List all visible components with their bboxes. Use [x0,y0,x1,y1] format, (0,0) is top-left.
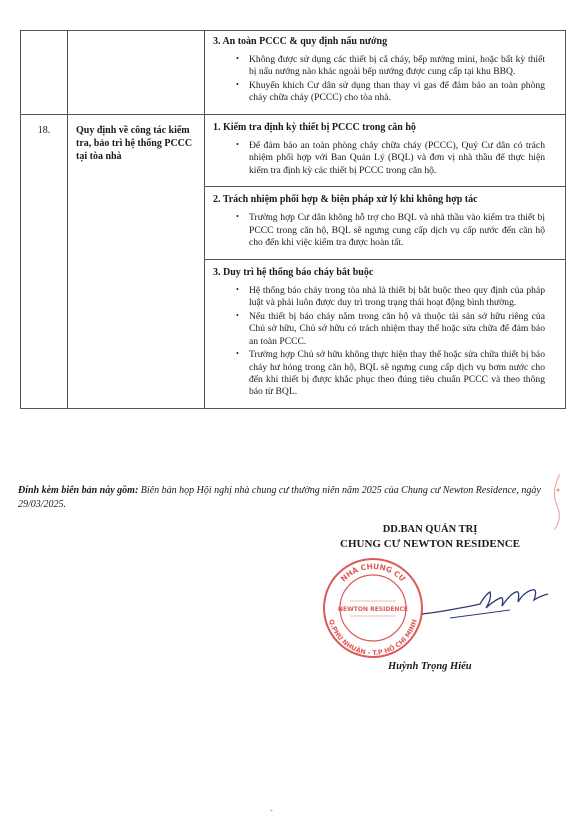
signature-organization: CHUNG CƯ NEWTON RESIDENCE [340,538,520,550]
row-title: Quy định về công tác kiểm tra, bảo trì hệ thống PCCC tại tòa nhà [68,114,205,408]
list-item: • Để đảm bảo an toàn phòng cháy chữa cháy (PCCC), Quý Cư dân có trách nhiệm phối hợp với Ban Quản Lý (BQL) và đơn vị nhà thầu để thực hiện kiểm tra định kỳ các thiết bị PCCC trong căn hộ. [236,139,545,176]
section [205,115,565,186]
bullet-icon: • [236,310,239,320]
bullet-icon: • [236,349,239,359]
row-number-cell [21,31,68,115]
bullet-list [205,212,565,258]
bullet-icon: • [236,54,239,63]
section-title: 3. Duy trì hệ thống báo cháy bắt buộc [213,266,374,278]
list-item: • Trường hợp Chủ sở hữu không thực hiện thay thế hoặc sửa chữa thiết bị báo cháy hư hỏng trong căn hộ, BQL sẽ ngưng cung cấp dịch vụ bơm nước cho đến khi thiết bị được khắc phục theo đúng tiêu chuẩn PCCC và theo thông báo từ BQL. [236,349,545,398]
section [205,31,565,114]
section-title: 3. An toàn PCCC & quy định nấu nướng [213,36,388,47]
bullet-list [205,285,565,408]
attachment-note [18,484,558,511]
section-title: 1. Kiểm tra định kỳ thiết bị PCCC trong căn hộ [213,121,416,133]
table-row [21,114,566,408]
bullet-icon: • [236,284,239,294]
bullet-icon: • [236,139,239,149]
bullet-list [205,54,565,114]
bullet-list [205,140,565,186]
section-title: 2. Trách nhiệm phối hợp & biện pháp xử lý khi không hợp tác [213,194,478,206]
stamp-center-text: NEWTON RESIDENCE [338,606,408,613]
svg-text:Q.PHÚ NHUẬN - T.P HỒ CHÍ MINH [327,618,419,657]
bullet-icon: • [236,212,239,222]
signature-role: DD.BAN QUẢN TRỊ [382,524,478,535]
list-item: • Nếu thiết bị báo cháy nằm trong căn hộ và thuộc tài sản sở hữu riêng của Chủ sở hữu, Chủ sở hữu có trách nhiệm thay thế hoặc sửa chữa để đảm bảo an toàn PCCC. [236,310,545,347]
stamp-top-text: NHÀ CHUNG CƯ [338,561,408,584]
list-item: • Trường hợp Cư dân không hỗ trợ cho BQL và nhà thầu vào kiểm tra thiết bị PCCC trong căn hộ, BQL sẽ ngưng cung cấp dịch vụ cấp nước đến căn hộ cho đến khi việc kiểm tra được hoàn tất. [236,212,545,249]
row-content-cell [205,31,566,115]
page-footer-mark: - [270,806,273,815]
row-number: 18. [21,114,68,408]
bullet-icon: • [236,79,239,89]
list-item: • Không được sử dụng các thiết bị cắ cháy, bếp nướng mini, hoặc bất kỳ thiết bị nấu nướng nào khác ngoài bếp nướng được cung cấp tại khu BBQ. [236,54,545,78]
signature-block [330,524,530,550]
row-title-cell [68,31,205,115]
page-edge-stamp-mark [546,472,564,532]
list-item: • Hệ thống báo cháy trong tòa nhà là thiết bị bắt buộc theo quy định của pháp luật và phải luôn được duy trì trong trạng thái hoạt động bình thường. [236,284,545,309]
section [205,186,565,258]
handwritten-signature [420,584,550,624]
stamp-bottom-text: Q.PHÚ NHUẬN - T.P HỒ CHÍ MINH [327,618,419,658]
signer-name: Huỳnh Trọng Hiếu [388,661,472,672]
attachment-label: Đính kèm biên bản này gồm: [18,485,139,496]
table-row [21,31,566,115]
list-item: • Khuyến khích Cư dân sử dụng than thay vì gas để đảm bảo an toàn phòng cháy chữa cháy (PCCC) cho tòa nhà. [236,79,545,104]
row-content-cell [205,114,566,408]
section [205,259,565,408]
regulation-table [20,30,566,409]
official-stamp [318,556,428,660]
attachment-text: Biên bản họp Hội nghị nhà chung cư thường niên năm 2025 của Chung cư Newton Residence, ngày 29/03/2025. [18,485,541,510]
